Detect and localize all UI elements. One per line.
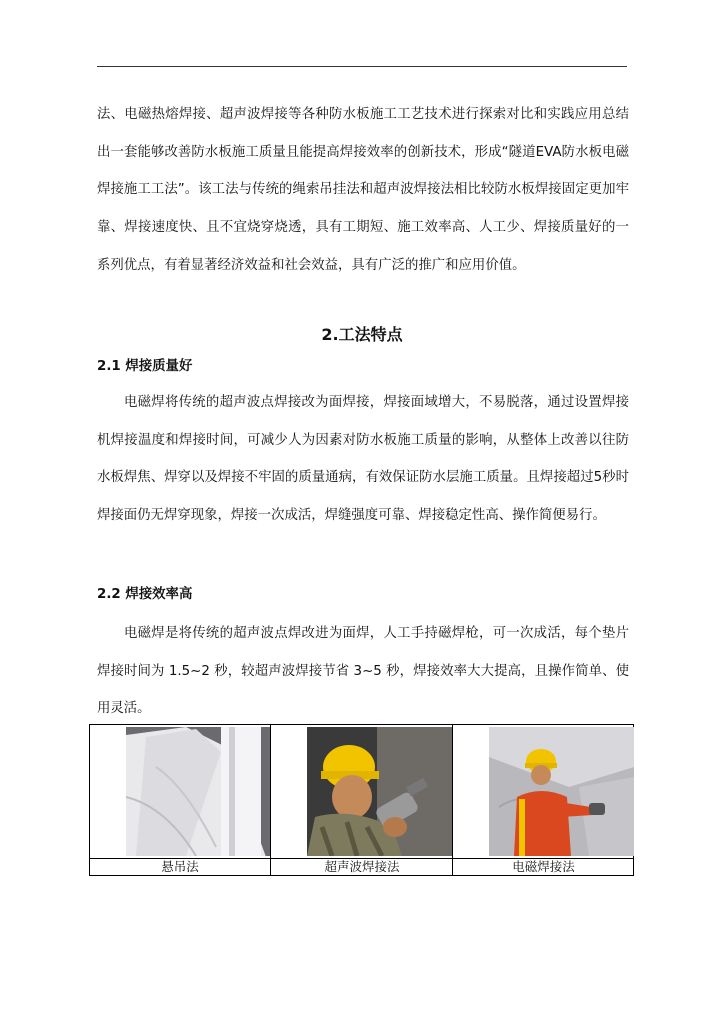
subsection-1-title: 2.1 焊接质量好 [97,359,193,374]
caption-suspension: 悬吊法 [161,859,199,874]
figure-cell-ultrasonic [270,725,453,875]
subsection-2-title: 2.2 焊接效率高 [97,587,193,602]
caption-electromagnetic: 电磁焊接法 [512,859,575,874]
caption-ultrasonic: 超声波焊接法 [324,859,400,874]
figure-cell-suspension [90,725,270,875]
subsection-1-body: 电磁焊将传统的超声波点焊接改为面焊接，焊接面域增大，不易脱落，通过设置焊接机焊接温度和焊接时间，可减少人为因素对防水板施工质量的影响，从整体上改善以往防水板焊焦、焊穿以及焊接不牢固的质量通病，有效保证防水层施工质量。且焊接超过5秒时焊接面仍无焊穿现象，焊接一次成活，焊缝强度可靠、焊接稳定性高、操作简便易行。 [97,395,629,524]
subsection-2-body: 电磁焊是将传统的超声波点焊改进为面焊，人工手持磁焊枪，可一次成活，每个垫片焊接时间为 1.5~2 秒，较超声波焊接节省 3~5 秒，焊接效率大大提高，且操作简单、使用灵活。 [97,626,629,717]
section-title: 2.工法特点 [321,325,403,344]
suspension-method-photo [126,727,270,856]
header-rule [97,66,627,67]
ultrasonic-welding-photo [307,727,452,856]
figure-cell-electromagnetic [452,725,634,875]
electromagnetic-welding-photo [489,727,634,856]
method-comparison-figure [89,724,634,876]
caption-divider [90,858,633,859]
intro-paragraph: 法、电磁热熔焊接、超声波焊接等各种防水板施工工艺技术进行探索对比和实践应用总结出一套能够改善防水板施工质量且能提高焊接效率的创新技术，形成“隧道EVA防水板电磁焊接施工工法”。该工法与传统的绳索吊挂法和超声波焊接法相比较防水板焊接固定更加牢靠、焊接速度快、且不宜烧穿烧透，具有工期短、施工效率高、人工少、焊接质量好的一系列优点，有着显著经济效益和社会效益，具有广泛的推广和应用价值。 [97,107,629,273]
